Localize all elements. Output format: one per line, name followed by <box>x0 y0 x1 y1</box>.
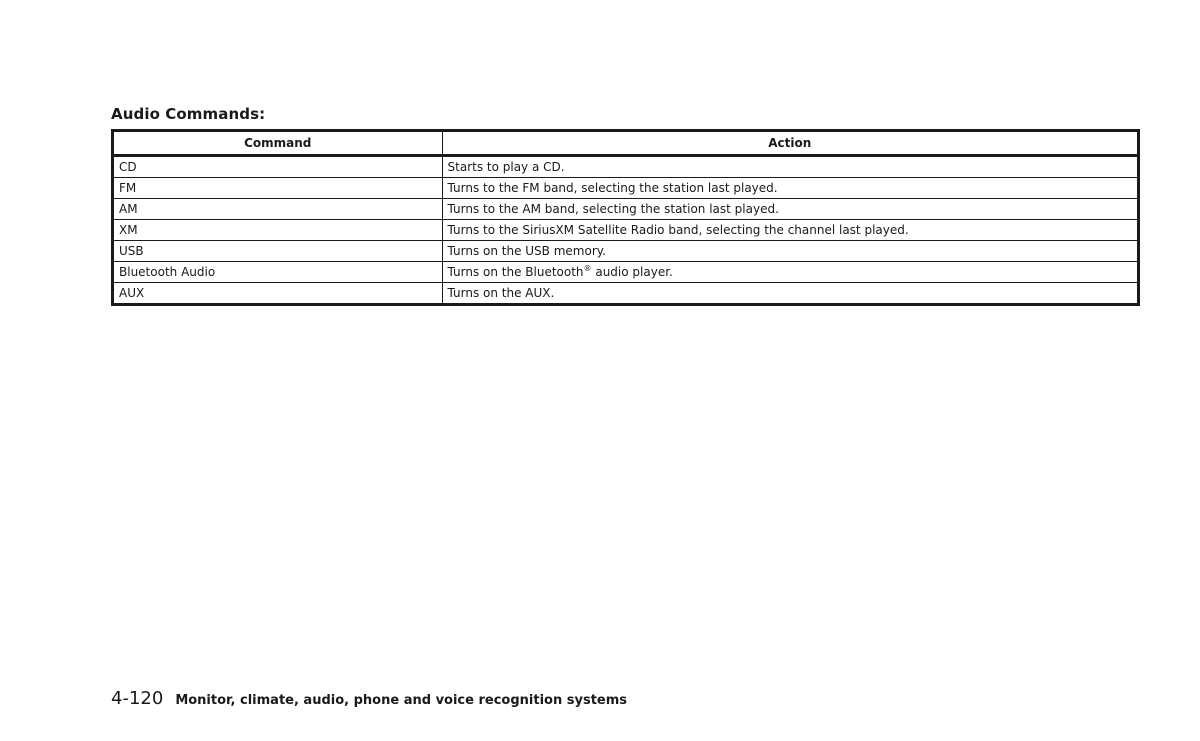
action-cell: Turns to the FM band, selecting the station last played. <box>442 178 1139 199</box>
page-footer <box>111 688 627 709</box>
action-text: Turns on the Bluetooth <box>447 265 584 279</box>
column-header-command: Command <box>113 131 443 156</box>
table-row <box>113 220 1139 241</box>
table-row <box>113 262 1139 283</box>
audio-commands-table <box>111 129 1140 306</box>
table-header-row <box>113 131 1139 156</box>
command-cell: FM <box>113 178 443 199</box>
command-cell: CD <box>113 156 443 178</box>
registered-mark: ® <box>583 264 592 273</box>
action-cell: Starts to play a CD. <box>442 156 1139 178</box>
action-cell: Turns to the SiriusXM Satellite Radio band, selecting the channel last played. <box>442 220 1139 241</box>
command-cell: AUX <box>113 283 443 305</box>
action-cell: Turns to the AM band, selecting the station last played. <box>442 199 1139 220</box>
section-title: Audio Commands: <box>111 105 266 123</box>
table-row <box>113 178 1139 199</box>
action-text: audio player. <box>591 265 673 279</box>
page-number: 4-120 <box>111 688 164 709</box>
table-row <box>113 241 1139 262</box>
command-cell: AM <box>113 199 443 220</box>
action-cell: Turns on the USB memory. <box>442 241 1139 262</box>
table-row <box>113 199 1139 220</box>
column-header-action: Action <box>442 131 1139 156</box>
action-cell <box>442 262 1139 283</box>
table-row <box>113 156 1139 178</box>
action-cell: Turns on the AUX. <box>442 283 1139 305</box>
command-cell: USB <box>113 241 443 262</box>
command-cell: XM <box>113 220 443 241</box>
command-cell: Bluetooth Audio <box>113 262 443 283</box>
table-row <box>113 283 1139 305</box>
chapter-title: Monitor, climate, audio, phone and voice recognition systems <box>175 693 628 708</box>
